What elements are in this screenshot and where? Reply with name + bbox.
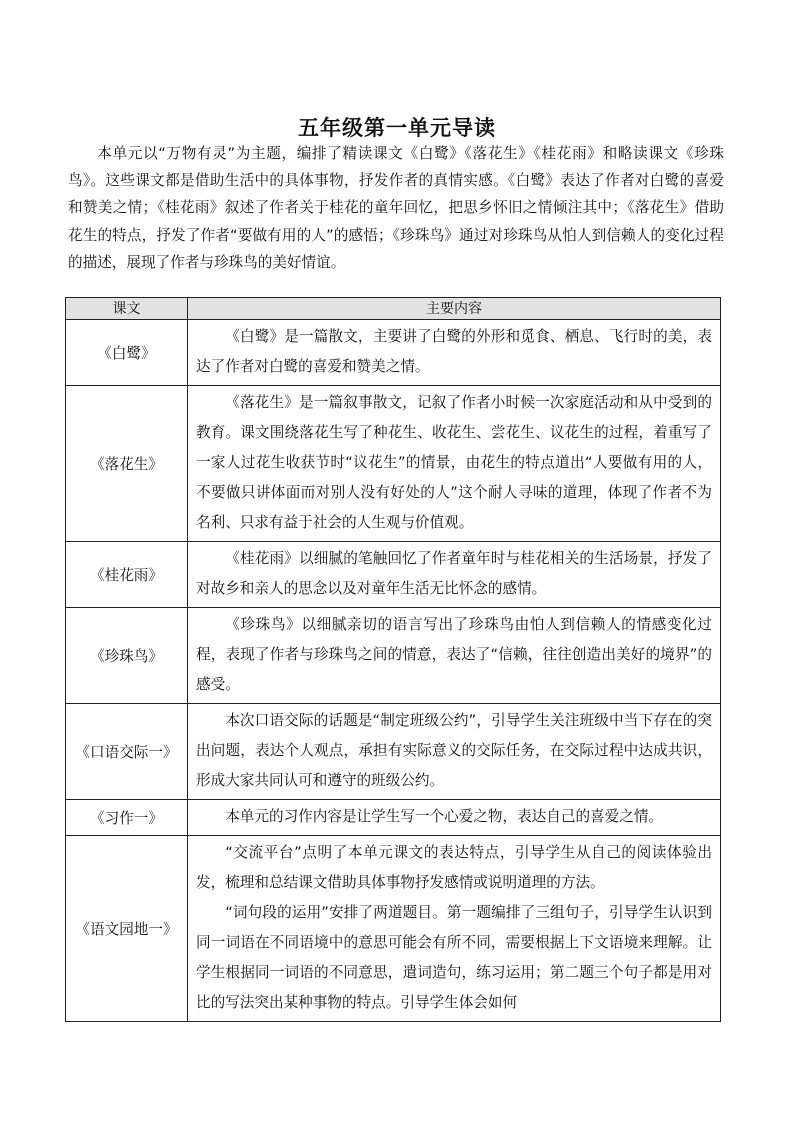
lesson-content xyxy=(188,542,721,608)
content-paragraph: 本次口语交际的话题是“制定班级公约”，引导学生关注班级中当下存在的突出问题，表达个人观点，承担有实际意义的交际任务，在交际过程中达成共识，形成大家共同认可和遵守的班级公约。 xyxy=(196,712,712,789)
content-paragraph: “交流平台”点明了本单元课文的表达特点，引导学生从自己的阅读体验出发，梳理和总结课文借助具体事物抒发感情或说明道理的方法。 xyxy=(196,844,712,891)
content-paragraph: “词句段的运用”安排了两道题目。第一题编排了三组句子，引导学生认识到同一词语在不同语境中的意思可能会有所不同，需要根据上下文语境来理解。让学生根据同一词语的不同意思，遣词造句，练习运用；第二题三个句子都是用对比的写法突出某种事物的特点。引导学生体会如何 xyxy=(196,904,712,1011)
page-title: 五年级第一单元导读 xyxy=(298,116,496,141)
lesson-content xyxy=(188,386,721,542)
content-paragraph: 《桂花雨》以细腻的笔触回忆了作者童年时与桂花相关的生活场景，抒发了对故乡和亲人的思念以及对童年生活无比怀念的感情。 xyxy=(196,550,712,597)
lesson-title: 《珍珠鸟》 xyxy=(66,608,188,704)
lesson-title: 《习作一》 xyxy=(66,800,188,836)
content-paragraph: 《珍珠鸟》以细腻亲切的语言写出了珍珠鸟由怕人到信赖人的情感变化过程，表现了作者与珍珠鸟之间的情意，表达了“信赖，往往创造出美好的境界”的感受。 xyxy=(196,616,712,693)
lesson-title: 《桂花雨》 xyxy=(66,542,188,608)
header-content: 主要内容 xyxy=(188,298,721,320)
content-paragraph: 《白鹭》是一篇散文，主要讲了白鹭的外形和觅食、栖息、飞行时的美，表达了作者对白鹭的喜爱和赞美之情。 xyxy=(196,328,712,375)
table-row xyxy=(66,320,721,386)
table-header-row xyxy=(66,298,721,320)
lesson-title: 《白鹭》 xyxy=(66,320,188,386)
table-row xyxy=(66,542,721,608)
table-row xyxy=(66,608,721,704)
lesson-content xyxy=(188,836,721,1022)
lesson-content xyxy=(188,704,721,800)
intro-paragraph: 本单元以“万物有灵”为主题，编排了精读课文《白鹭》《落花生》《桂花雨》和略读课文《珍珠鸟》。这些课文都是借助生活中的具体事物，抒发作者的真情实感。《白鹭》表达了作者对白鹭的喜爱和赞美之情；《桂花雨》叙述了作者关于桂花的童年回忆，把思乡怀旧之情倾注其中；《落花生》借助花生的特点，抒发了作者“要做有用的人”的感悟；《珍珠鸟》通过对珍珠鸟从怕人到信赖人的变化过程的描述，展现了作者与珍珠鸟的美好情谊。 xyxy=(68,145,724,271)
content-paragraph: 《落花生》是一篇叙事散文，记叙了作者小时候一次家庭活动和从中受到的教育。课文围绕落花生写了种花生、收花生、尝花生、议花生的过程，着重写了一家人过花生收获节时“议花生”的情景，由花生的特点道出“人要做有用的人，不要做只讲体面而对别人没有好处的人”这个耐人寻味的道理，体现了作者不为名利、只求有益于社会的人生观与价值观。 xyxy=(196,394,712,531)
header-lesson: 课文 xyxy=(66,298,188,320)
lesson-content xyxy=(188,608,721,704)
table-row xyxy=(66,704,721,800)
table-row xyxy=(66,800,721,836)
lesson-content xyxy=(188,320,721,386)
lesson-title: 《落花生》 xyxy=(66,386,188,542)
content-paragraph: 本单元的习作内容是让学生写一个心爱之物，表达自己的喜爱之情。 xyxy=(225,808,664,825)
lesson-title: 《语文园地一》 xyxy=(66,836,188,1022)
table-row xyxy=(66,836,721,1022)
table-row xyxy=(66,386,721,542)
lesson-content xyxy=(188,800,721,836)
lesson-title: 《口语交际一》 xyxy=(66,704,188,800)
unit-guide-table xyxy=(65,297,721,1022)
